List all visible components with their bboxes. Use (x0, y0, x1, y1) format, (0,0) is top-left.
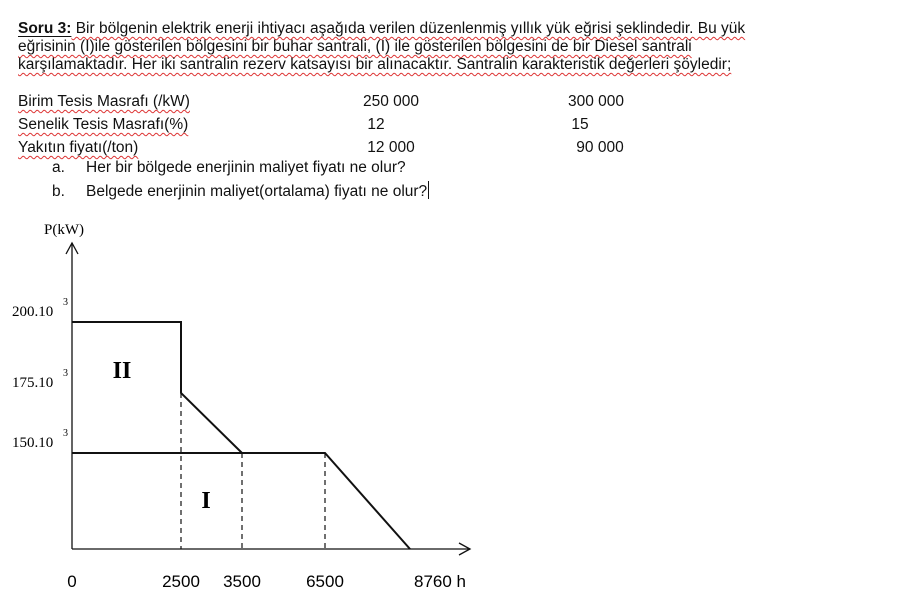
x-tick-label: 0 (67, 572, 77, 591)
y-tick-label: 200.10 (12, 304, 54, 320)
region-label-II: II (112, 358, 132, 384)
region-label-I: I (201, 488, 211, 514)
table-cell-value-1: 12 (367, 116, 385, 133)
question-line-2: eğrisinin (I)ile gösterilen bölgesini bir buhar santrali, (I) ile gösterilen bölgesini de bir Diesel santrali (18, 38, 692, 55)
x-tick-label: 3500 (223, 572, 261, 591)
y-tick-superscript: 3 (63, 297, 68, 308)
table-cell-value-2: 90 000 (576, 139, 624, 156)
list-item-text: Her bir bölgede enerjinin maliyet fiyatı ne olur? (86, 159, 406, 176)
chart-dashed-guides (181, 393, 325, 549)
x-tick-label: 2500 (162, 572, 200, 591)
list-marker: b. (52, 183, 65, 200)
x-tick-label: 6500 (306, 572, 344, 591)
table-cell-value-2: 15 (571, 116, 589, 133)
table-row-label: Yakıtın fiyatı(/ton) (18, 139, 139, 156)
y-tick-label: 150.10 (12, 435, 54, 451)
table-cell-value-1: 250 000 (362, 93, 420, 110)
table-row-label: Senelik Tesis Masrafı(%) (18, 116, 189, 133)
table-cell-value-2: 300 000 (567, 93, 625, 110)
question-line-3: karşılamaktadır. Her iki santralin rezerv katsayısı bir alınacaktır. Santralin karakteristik değerleri şöyledir; (18, 56, 732, 73)
chart-axes (66, 243, 470, 555)
list-item-text: Belgede enerjinin maliyet(ortalama) fiyatı ne olur? (86, 183, 428, 200)
question-label: Soru 3: (18, 20, 72, 37)
y-tick-label: 175.10 (12, 375, 54, 391)
chart-curves (72, 322, 410, 549)
question-text-1: Bir bölgenin elektrik enerji ihtiyacı aşağıda verilen düzenlenmiş yıllık yük eğrisi şeklindedir. Bu yük (71, 20, 746, 37)
list-marker: a. (52, 159, 65, 176)
y-tick-superscript: 3 (63, 368, 68, 379)
y-axis-label: P(kW) (44, 222, 84, 238)
table-cell-value-1: 12 000 (367, 139, 415, 156)
y-tick-superscript: 3 (63, 428, 68, 439)
load-curve-line (72, 322, 410, 549)
table-row-label: Birim Tesis Masrafı (/kW) (18, 93, 190, 110)
x-tick-label: 8760 h (414, 572, 466, 591)
